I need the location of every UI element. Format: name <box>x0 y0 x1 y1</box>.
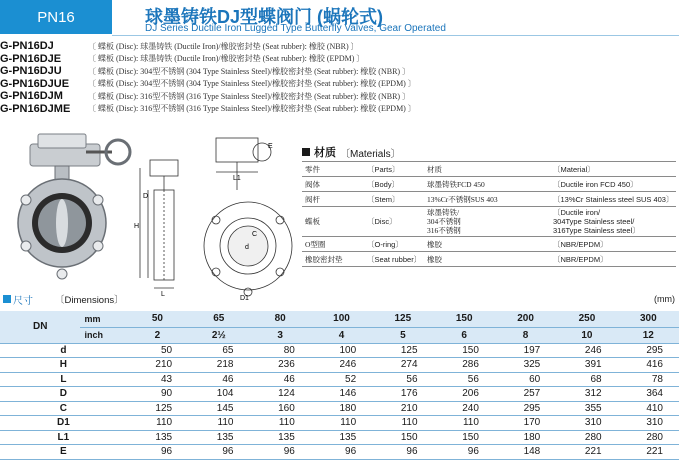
dimension-row <box>0 430 679 445</box>
size-mm-cell: 65 <box>188 311 249 327</box>
header-divider <box>112 35 679 36</box>
model-row <box>0 78 679 91</box>
materials-row <box>302 192 676 207</box>
part-en: 〔Stem〕 <box>364 192 424 207</box>
dimension-value: 310 <box>618 416 679 431</box>
model-code: G-PN16DJU <box>0 65 62 78</box>
dimension-value: 65 <box>188 343 249 358</box>
dimension-value: 110 <box>372 416 433 431</box>
dimension-value: 50 <box>127 343 188 358</box>
dimension-value: 410 <box>618 401 679 416</box>
material-cn: 球墨铸铁FCD 450 <box>424 177 550 192</box>
dimension-value: 295 <box>495 401 556 416</box>
materials-row <box>302 177 676 192</box>
material-cn: 13%Cr不锈钢SUS 403 <box>424 192 550 207</box>
dimension-label: D1 <box>0 416 127 431</box>
dimension-value: 90 <box>127 387 188 402</box>
dimension-value: 325 <box>495 358 556 373</box>
dimension-value: 210 <box>372 401 433 416</box>
part-en: 〔Seat rubber〕 <box>364 252 424 267</box>
dimension-value: 218 <box>188 358 249 373</box>
series-code-badge: PN16 <box>0 0 112 34</box>
dimension-row <box>0 445 679 460</box>
model-code: G-PN16DJ <box>0 40 54 53</box>
materials-row <box>302 207 676 237</box>
dimension-value: 170 <box>495 416 556 431</box>
dimension-value: 46 <box>249 372 310 387</box>
dimension-value: 146 <box>311 387 372 402</box>
dimension-value: 96 <box>434 445 495 460</box>
dimension-value: 56 <box>434 372 495 387</box>
size-inch-cell: 6 <box>434 327 495 343</box>
material-en: 〔13%Cr Stainless steel SUS 403〕 <box>550 192 676 207</box>
dimension-value: 274 <box>372 358 433 373</box>
dimension-value: 110 <box>249 416 310 431</box>
dimension-value: 150 <box>434 343 495 358</box>
model-list <box>0 40 679 115</box>
size-inch-cell: 3 <box>249 327 310 343</box>
material-en: 〔Ductile iron FCD 450〕 <box>550 177 676 192</box>
front-view-drawing <box>204 138 292 296</box>
size-mm-cell: 125 <box>372 311 433 327</box>
dn-label: DN <box>0 311 80 343</box>
dimensions-heading <box>0 293 679 305</box>
dim-L-label: L <box>161 291 165 298</box>
dimension-value: 280 <box>618 430 679 445</box>
part-en: 〔Disc〕 <box>364 207 424 237</box>
mm-label: mm <box>80 311 126 327</box>
page-title-en: DJ Series Ductile Iron Lugged Type Butterfly Valves, Gear Operated <box>145 23 446 34</box>
dimensions-table <box>0 311 679 460</box>
dimension-value: 78 <box>618 372 679 387</box>
material-en: 〔NBR/EPDM〕 <box>550 237 676 252</box>
model-description: 〔 蝶板 (Disc): 316型不锈钢 (316 Type Stainless Steel)/橡胶密封垫 (Seat rubber): 橡胶 (NBR) 〕 <box>88 91 411 101</box>
size-mm-cell: 50 <box>127 311 188 327</box>
dimension-value: 180 <box>495 430 556 445</box>
materials-row <box>302 162 676 177</box>
dimension-value: 221 <box>556 445 617 460</box>
dimension-value: 60 <box>495 372 556 387</box>
dimension-value: 197 <box>495 343 556 358</box>
material-cn: 橡胶 <box>424 252 550 267</box>
model-row <box>0 40 679 53</box>
size-inch-cell: 2½ <box>188 327 249 343</box>
model-row <box>0 65 679 78</box>
dimensions-title-en: 〔Dimensions〕 <box>55 295 124 306</box>
dimension-value: 56 <box>372 372 433 387</box>
dim-D-label: D <box>143 193 149 200</box>
model-description: 〔 蝶板 (Disc): 304型不锈钢 (304 Type Stainless Steel)/橡胶密封垫 (Seat rubber): 橡胶 (EPDM) 〕 <box>88 79 416 89</box>
size-inch-cell: 10 <box>556 327 617 343</box>
size-mm-cell: 200 <box>495 311 556 327</box>
dimension-value: 391 <box>556 358 617 373</box>
dimension-value: 104 <box>188 387 249 402</box>
size-inch-cell: 4 <box>311 327 372 343</box>
dim-H-label: H <box>134 223 140 230</box>
dimension-row <box>0 372 679 387</box>
dimension-value: 246 <box>556 343 617 358</box>
valve-illustrations <box>0 128 300 306</box>
dimension-value: 135 <box>311 430 372 445</box>
dimension-row <box>0 401 679 416</box>
dimension-label: H <box>0 358 127 373</box>
dimension-value: 43 <box>127 372 188 387</box>
dimension-label: L <box>0 372 127 387</box>
dimension-value: 160 <box>249 401 310 416</box>
part-en: 〔Body〕 <box>364 177 424 192</box>
materials-row <box>302 237 676 252</box>
material-cn: 材质 <box>424 162 550 177</box>
dimension-value: 176 <box>372 387 433 402</box>
part-cn: 零件 <box>302 162 364 177</box>
dimension-value: 96 <box>188 445 249 460</box>
model-code: G-PN16DJME <box>0 102 71 115</box>
dimension-value: 135 <box>127 430 188 445</box>
model-row <box>0 90 679 103</box>
dimension-value: 80 <box>249 343 310 358</box>
dimension-value: 280 <box>556 430 617 445</box>
dimension-value: 312 <box>556 387 617 402</box>
dimension-value: 210 <box>127 358 188 373</box>
model-description: 〔 蝶板 (Disc): 球墨铸铁 (Ductile Iron)/橡胶密封垫 (Seat rubber): 橡胶 (EPDM) 〕 <box>88 54 365 64</box>
dimension-value: 68 <box>556 372 617 387</box>
model-description: 〔 蝶板 (Disc): 316型不锈钢 (316 Type Stainless Steel)/橡胶密封垫 (Seat rubber): 橡胶 (EPDM) 〕 <box>88 104 416 114</box>
dimension-value: 180 <box>311 401 372 416</box>
size-mm-cell: 300 <box>618 311 679 327</box>
dimension-value: 100 <box>311 343 372 358</box>
model-row <box>0 53 679 66</box>
dimensions-header-mm-row <box>0 311 679 327</box>
model-row <box>0 103 679 116</box>
dimension-value: 150 <box>434 430 495 445</box>
dim-d-label: d <box>245 244 249 251</box>
dim-L1-label: L1 <box>233 175 241 182</box>
size-mm-cell: 100 <box>311 311 372 327</box>
dimension-value: 110 <box>311 416 372 431</box>
model-description: 〔 蝶板 (Disc): 304型不锈钢 (304 Type Stainless Steel)/橡胶密封垫 (Seat rubber): 橡胶 (NBR) 〕 <box>88 66 411 76</box>
side-view-drawing <box>140 160 178 288</box>
size-mm-cell: 150 <box>434 311 495 327</box>
dimension-value: 96 <box>311 445 372 460</box>
dimension-row <box>0 343 679 358</box>
size-mm-cell: 250 <box>556 311 617 327</box>
dimension-value: 246 <box>311 358 372 373</box>
dimension-value: 416 <box>618 358 679 373</box>
dimension-value: 96 <box>372 445 433 460</box>
materials-heading <box>302 144 401 160</box>
material-en: 〔Ductile iron/ 304Type Stainless steel/ 316Type Stainless steel〕 <box>550 207 676 237</box>
dimension-value: 148 <box>495 445 556 460</box>
dimension-value: 135 <box>188 430 249 445</box>
dim-E-label: E <box>268 143 273 150</box>
size-inch-cell: 8 <box>495 327 556 343</box>
dimension-value: 125 <box>372 343 433 358</box>
model-code: G-PN16DJUE <box>0 77 70 90</box>
material-en: 〔NBR/EPDM〕 <box>550 252 676 267</box>
dimension-value: 221 <box>618 445 679 460</box>
dimension-value: 145 <box>188 401 249 416</box>
dimension-value: 150 <box>372 430 433 445</box>
part-cn: 阀体 <box>302 177 364 192</box>
dimension-label: L1 <box>0 430 127 445</box>
dimension-label: d <box>0 343 127 358</box>
materials-title-cn: 材质 <box>314 147 336 159</box>
part-cn: 蝶板 <box>302 207 364 237</box>
model-code: G-PN16DJM <box>0 90 63 103</box>
dimension-value: 96 <box>249 445 310 460</box>
heading-square-icon <box>3 295 11 303</box>
dimensions-unit: (mm) <box>654 294 675 304</box>
dimension-value: 110 <box>188 416 249 431</box>
material-cn: 橡胶 <box>424 237 550 252</box>
dimension-value: 46 <box>188 372 249 387</box>
size-mm-cell: 80 <box>249 311 310 327</box>
dimension-value: 206 <box>434 387 495 402</box>
dimensions-title-cn: 尺寸 <box>13 295 33 307</box>
dim-D1-label: D1 <box>240 295 249 302</box>
part-en: 〔Parts〕 <box>364 162 424 177</box>
materials-title-en: 〔Materials〕 <box>340 148 401 160</box>
dimension-value: 135 <box>249 430 310 445</box>
dimension-value: 240 <box>434 401 495 416</box>
inch-label: inch <box>80 327 126 343</box>
dimension-value: 355 <box>556 401 617 416</box>
dimension-row <box>0 358 679 373</box>
dimension-value: 96 <box>127 445 188 460</box>
dimension-value: 52 <box>311 372 372 387</box>
part-cn: O型圈 <box>302 237 364 252</box>
dimension-value: 110 <box>127 416 188 431</box>
dimension-value: 364 <box>618 387 679 402</box>
dim-C-label: C <box>252 231 258 238</box>
dimension-value: 257 <box>495 387 556 402</box>
model-description: 〔 蝶板 (Disc): 球墨铸铁 (Ductile Iron)/橡胶密封垫 (Seat rubber): 橡胶 (NBR) 〕 <box>88 41 359 51</box>
dimension-value: 110 <box>434 416 495 431</box>
valve-photo-image <box>18 134 130 279</box>
heading-square-icon <box>302 148 310 156</box>
size-inch-cell: 12 <box>618 327 679 343</box>
dimension-value: 125 <box>127 401 188 416</box>
part-cn: 阀杆 <box>302 192 364 207</box>
model-code: G-PN16DJE <box>0 52 62 65</box>
dimension-value: 124 <box>249 387 310 402</box>
size-inch-cell: 2 <box>127 327 188 343</box>
dimension-value: 295 <box>618 343 679 358</box>
dimension-value: 236 <box>249 358 310 373</box>
material-en: 〔Material〕 <box>550 162 676 177</box>
dimension-value: 286 <box>434 358 495 373</box>
part-cn: 橡胶密封垫 <box>302 252 364 267</box>
dimensions-header-inch-row <box>0 327 679 343</box>
dimension-row <box>0 387 679 402</box>
part-en: 〔O-ring〕 <box>364 237 424 252</box>
dimension-value: 310 <box>556 416 617 431</box>
materials-row <box>302 252 676 267</box>
material-cn: 球墨铸铁/ 304不锈钢 316不锈钢 <box>424 207 550 237</box>
dimension-label: E <box>0 445 127 460</box>
dimension-row <box>0 416 679 431</box>
dimension-label: C <box>0 401 127 416</box>
size-inch-cell: 5 <box>372 327 433 343</box>
dimension-label: D <box>0 387 127 402</box>
materials-table <box>302 161 676 267</box>
page-title-cn: 球墨铸铁DJ型蝶阀门 (蜗轮式) <box>145 7 383 27</box>
